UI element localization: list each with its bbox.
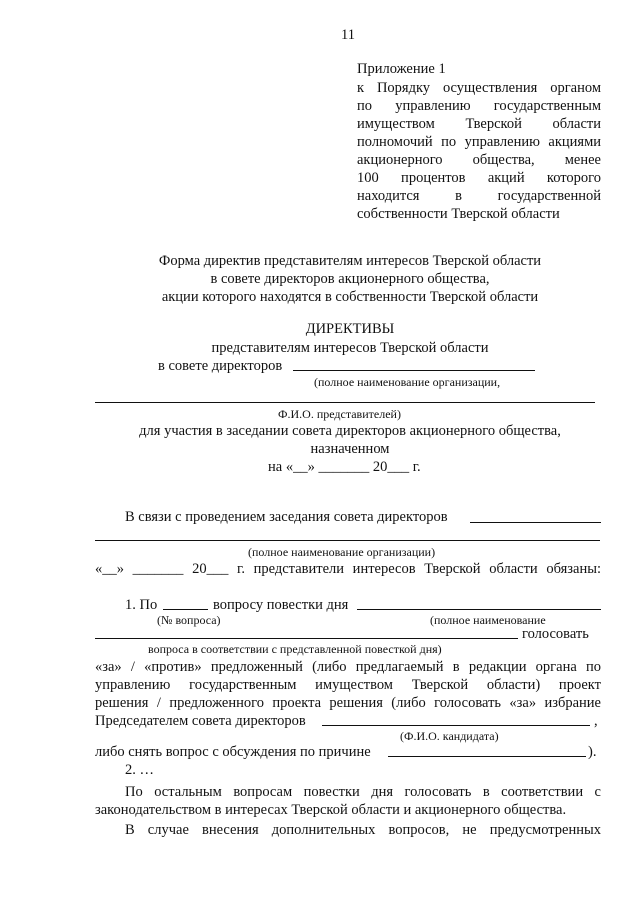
appendix-line: акционерного общества, менее xyxy=(357,152,601,168)
remove-suffix: ). xyxy=(588,744,597,760)
page-number: 11 xyxy=(341,27,355,43)
para-line: «за» / «против» предложенный (либо предлагаемый в редакции органа по xyxy=(95,659,601,675)
question-name-field[interactable] xyxy=(357,609,601,610)
p1-prefix: В связи с проведением заседания совета директоров xyxy=(125,509,448,525)
directive-line2: в совете директоров xyxy=(158,358,283,374)
hint-candidate: (Ф.И.О. кандидата) xyxy=(400,729,499,743)
hint-fullname: (полное наименование xyxy=(430,613,546,627)
hint-qnum: (№ вопроса) xyxy=(157,613,221,627)
other-line: По остальным вопросам повестки дня голосовать в соответствии с xyxy=(125,784,601,800)
org-name-field[interactable] xyxy=(293,370,535,371)
form-title-line: в совете директоров акционерного общества, xyxy=(210,271,490,287)
appendix-line: по управлению государственным xyxy=(357,98,601,114)
candidate-field[interactable] xyxy=(322,725,590,726)
chair-comma: , xyxy=(594,713,598,729)
vote-word: голосовать xyxy=(522,626,589,642)
hint-agenda: вопроса в соответствии с представленной повесткой дня) xyxy=(148,642,442,656)
hint-org2: (полное наименование организации) xyxy=(248,545,436,559)
item1-label: вопросу повестки дня xyxy=(213,597,349,613)
reason-field[interactable] xyxy=(388,756,586,757)
form-title-line: Форма директив представителям интересов Тверской области xyxy=(158,253,542,269)
para-line: управлению государственным имуществом Тверской области) проект xyxy=(95,677,601,693)
directive-heading: ДИРЕКТИВЫ xyxy=(305,321,395,337)
appendix-line: находится в государственной xyxy=(357,188,601,204)
para-line: решения / предложенного проекта решения (либо голосовать «за» избрание xyxy=(95,695,601,711)
directive-date: на «__» _______ 20___ г. xyxy=(268,459,421,475)
appendix-line: к Порядку осуществления органом xyxy=(357,80,601,96)
chair-prefix: Председателем совета директоров xyxy=(95,713,306,729)
appendix-line: полномочий по управлению акциями xyxy=(357,134,601,150)
org-name-field-2[interactable] xyxy=(470,522,601,523)
org-name-field-3[interactable] xyxy=(95,540,600,541)
appendix-line: 100 процентов акций которого xyxy=(357,170,601,186)
appendix-title: Приложение 1 xyxy=(357,61,446,77)
directive-line1: представителям интересов Тверской области xyxy=(211,340,489,356)
last-line: В случае внесения дополнительных вопросов, не предусмотренных xyxy=(125,822,601,838)
appendix-line: собственности Тверской области xyxy=(357,206,560,222)
p1-line2: «__» _______ 20___ г. представители интересов Тверской области обязаны: xyxy=(95,561,601,577)
remove-prefix: либо снять вопрос с обсуждения по причине xyxy=(95,744,371,760)
hint-org: (полное наименование организации, xyxy=(314,375,501,389)
fio-field[interactable] xyxy=(95,402,595,403)
question-name-field-2[interactable] xyxy=(95,638,518,639)
directive-line4: назначенном xyxy=(310,441,390,457)
question-number-field[interactable] xyxy=(163,609,208,610)
other-line: законодательством в интересах Тверской области и акционерного общества. xyxy=(95,802,567,818)
item2: 2. … xyxy=(125,762,154,778)
appendix-line: имуществом Тверской области xyxy=(357,116,601,132)
item1-number: 1. По xyxy=(125,597,158,613)
form-title-line: акции которого находятся в собственности Тверской области xyxy=(161,289,539,305)
hint-fio: Ф.И.О. представителей) xyxy=(278,407,401,421)
directive-line3: для участия в заседании совета директоров акционерного общества, xyxy=(139,423,561,439)
